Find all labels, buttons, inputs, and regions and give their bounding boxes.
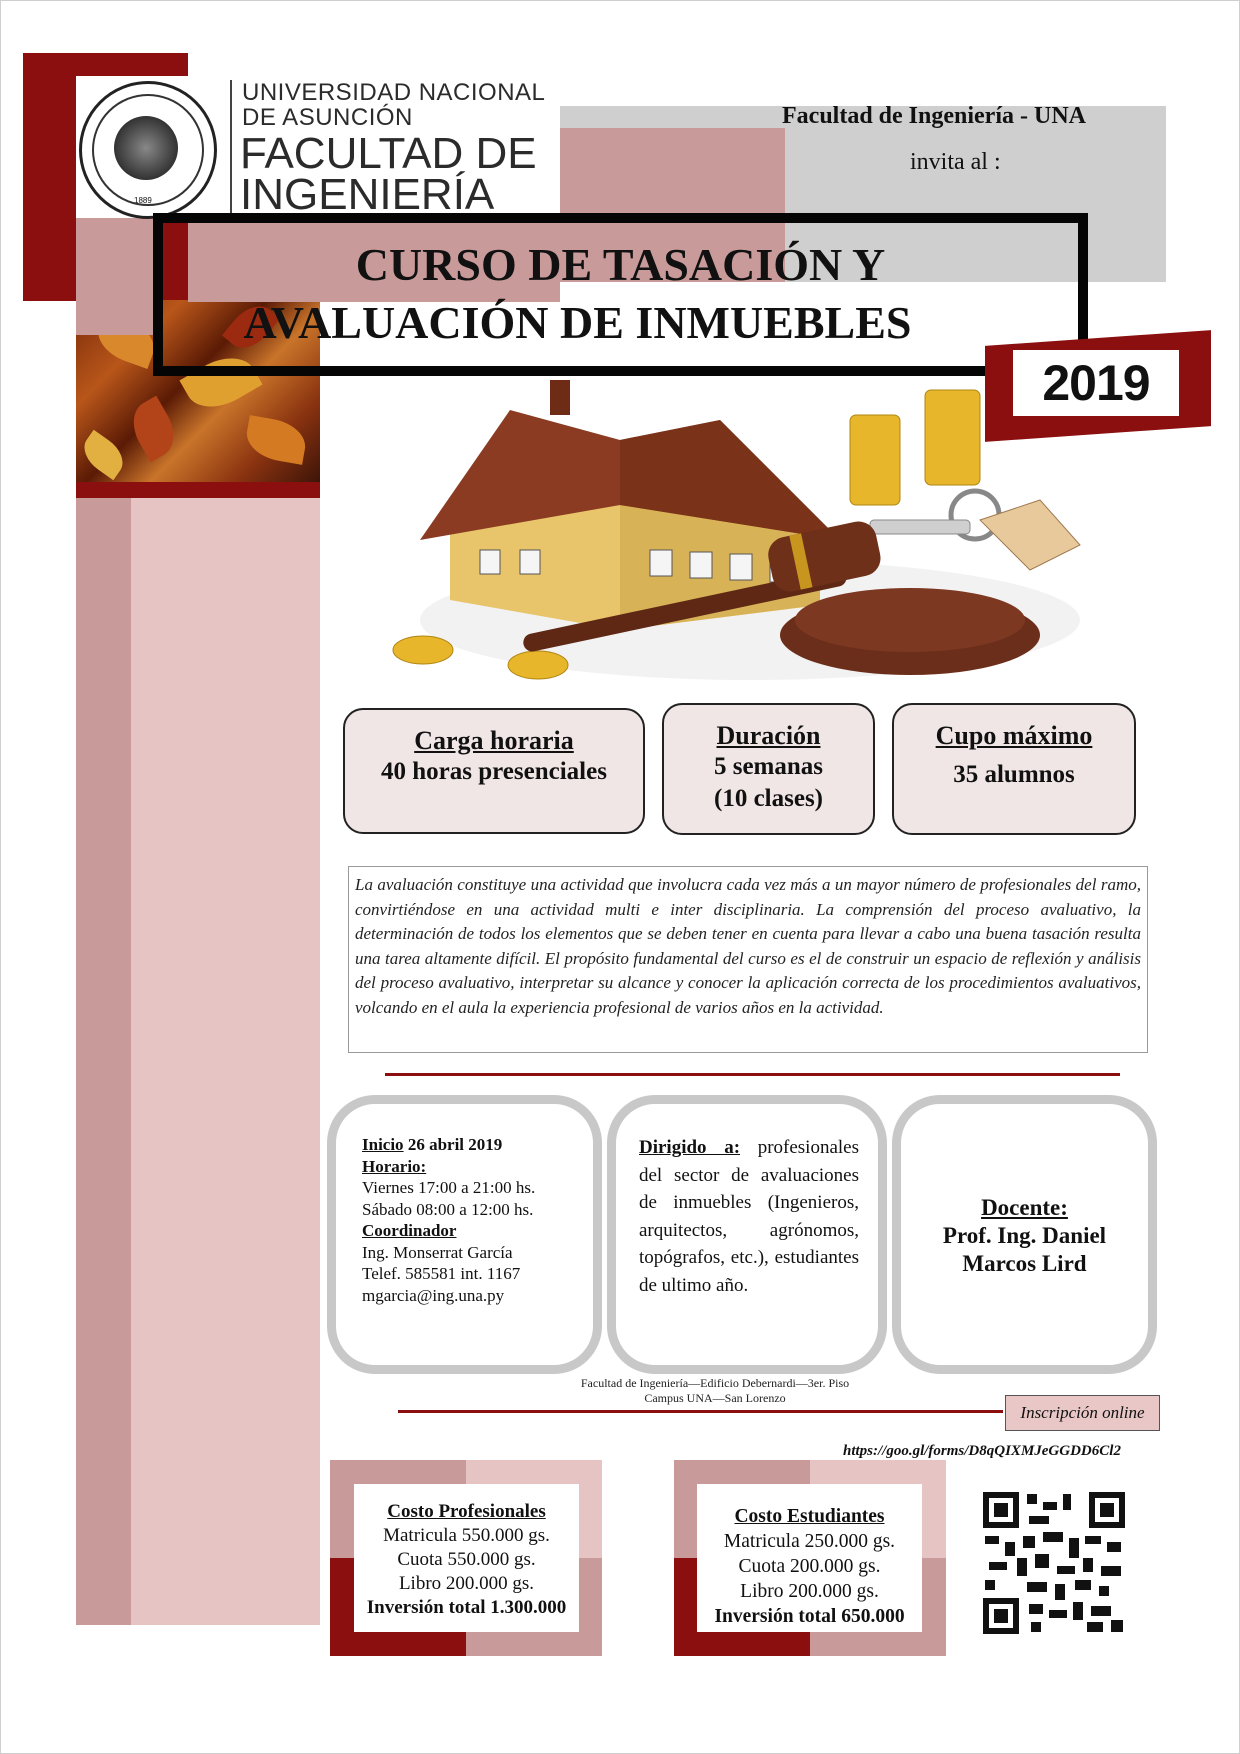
qr-code-icon[interactable] [983, 1492, 1125, 1634]
seal-icon [79, 81, 217, 219]
logo-faculty-line2: INGENIERÍA [240, 170, 495, 219]
duration-classes: (10 clases) [714, 785, 823, 812]
cost-students-libro: Libro 200.000 gs. [740, 1581, 879, 1602]
schedule-box [327, 1095, 602, 1374]
horario-label: Horario: [362, 1156, 427, 1176]
docente-name-line1: Prof. Ing. Daniel [942, 1223, 1107, 1248]
coordinador-phone: Telef. 585581 int. 1167 [362, 1264, 521, 1283]
logo-separator [230, 80, 232, 214]
inicio-date: 26 abril 2019 [407, 1135, 503, 1154]
course-description: La avaluación constituye una actividad que involucra cada vez más a un mayor número de profesionales del ramo, convirtiéndose en una actividad multi e inter disciplinaria. La comprensión del proceso avaluativo, la determinación de todos los elementos que se deben tener en cuenta para llevar a cabo una buena tasación resulta una tarea altamente difícil. El propósito fundamental del curso es el de construir un espacio de reflexión y análisis del proceso avaluativo, interpretar su alcance y conocer la aplicación correcta de los procedimientos avaluativos, volcando en el aula la experiencia profesional de varios años en la actividad. [348, 866, 1148, 1053]
registration-online-button[interactable]: Inscripción online [1005, 1395, 1160, 1431]
university-logo [76, 76, 560, 218]
docente-label: Docente: [981, 1195, 1068, 1220]
docente-name-line2: Marcos Lird [962, 1251, 1087, 1276]
inicio-label: Inicio [362, 1135, 404, 1154]
coordinador-name: Ing. Monserrat García [362, 1242, 513, 1262]
faculty-header: Facultad de Ingeniería - UNA [782, 103, 1086, 129]
cost-students-card [697, 1484, 922, 1632]
horario-sabado: Sábado 08:00 a 12:00 hs. [362, 1199, 534, 1219]
registration-line [398, 1410, 1003, 1413]
capacity-value: 35 alumnos [953, 761, 1075, 788]
duration-weeks: 5 semanas [713, 753, 824, 780]
course-title-line1: CURSO DE TASACIÓN Y [355, 239, 886, 290]
address-line2: Campus UNA—San Lorenzo [644, 1391, 786, 1405]
course-title-line2: AVALUACIÓN DE INMUEBLES [243, 297, 912, 348]
cost-professionals-total: Inversión total 1.300.000 [366, 1597, 567, 1618]
coordinador-label: Coordinador [362, 1221, 457, 1240]
horario-viernes: Viernes 17:00 a 21:00 hs. [362, 1178, 536, 1197]
left-rose-column [76, 490, 131, 1625]
duration-title: Duración [716, 721, 821, 750]
info-card-duration [662, 703, 875, 835]
divider-line [385, 1073, 1120, 1076]
info-card-capacity [892, 703, 1136, 835]
cost-professionals-matricula: Matricula 550.000 gs. [383, 1525, 550, 1546]
cost-students-title: Costo Estudiantes [734, 1506, 885, 1527]
dirigido-label: Dirigido a: [639, 1137, 741, 1158]
cost-professionals-card [354, 1484, 579, 1632]
course-year: 2019 [1013, 350, 1179, 416]
cost-students-cuota: Cuota 200.000 gs. [738, 1556, 881, 1577]
invite-text: invita al : [910, 149, 1001, 175]
address [520, 1376, 910, 1406]
capacity-title: Cupo máximo [935, 721, 1093, 750]
teacher-box [892, 1095, 1157, 1374]
seal-year: 1889 [134, 196, 152, 205]
cost-students-total: Inversión total 650.000 [714, 1606, 905, 1627]
logo-faculty-line1: FACULTAD DE [240, 129, 537, 178]
house-gavel-illustration [390, 380, 1110, 710]
left-pink-column [131, 490, 320, 1625]
cost-students-matricula: Matricula 250.000 gs. [723, 1531, 896, 1552]
logo-university-line2: DE ASUNCIÓN [242, 104, 413, 131]
cost-professionals-libro: Libro 200.000 gs. [398, 1573, 535, 1594]
info-card-hours [343, 708, 645, 834]
dirigido-text: profesionales del sector de avaluaciones de inmuebles (Ingenieros, arquitectos, agrónomos, topógrafos, etc.), estudiantes de ultimo año. [639, 1137, 860, 1296]
address-line1: Facultad de Ingeniería—Edificio Debernardi—3er. Piso [580, 1376, 850, 1390]
hours-title: Carga horaria [414, 726, 574, 755]
coordinador-email: mgarcia@ing.una.py [362, 1285, 505, 1305]
cost-professionals-cuota: Cuota 550.000 gs. [397, 1549, 536, 1570]
leaves-underline [76, 482, 320, 498]
hours-value: 40 horas presenciales [381, 758, 607, 785]
registration-url-link[interactable]: https://goo.gl/forms/D8qQIXMJeGGDD6Cl2 [843, 1443, 1121, 1459]
logo-university-line1: UNIVERSIDAD NACIONAL [242, 79, 546, 106]
target-audience-box [607, 1095, 887, 1374]
cost-professionals-title: Costo Profesionales [387, 1501, 546, 1522]
